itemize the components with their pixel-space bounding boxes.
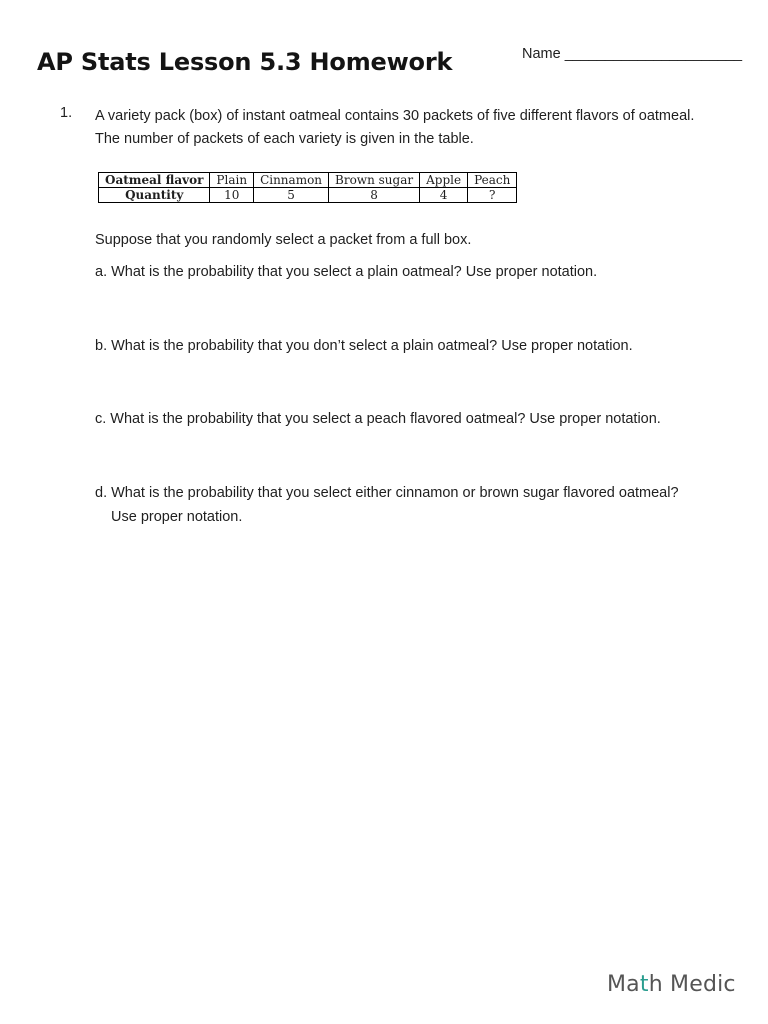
- intro-line-1: A variety pack (box) of instant oatmeal contains 30 packets of five different flavors of oatmeal.: [95, 108, 695, 124]
- intro-line-2: The number of packets of each variety is given in the table.: [95, 131, 474, 147]
- row-label-flavor: Oatmeal flavor: [99, 173, 210, 188]
- part-b-text: b. What is the probability that you don’t select a plain oatmeal? Use proper notation.: [95, 338, 633, 354]
- quantity-cell: 10: [210, 188, 254, 203]
- flavor-cell: Peach: [468, 173, 517, 188]
- part-b: [95, 334, 633, 358]
- flavor-cell: Brown sugar: [329, 173, 420, 188]
- brand-logo: [607, 972, 736, 997]
- row-label-quantity: Quantity: [99, 188, 210, 203]
- quantity-cell: 5: [254, 188, 329, 203]
- question-number: 1.: [60, 105, 73, 121]
- oatmeal-table: [98, 172, 517, 203]
- brand-text-start: Ma: [607, 972, 640, 997]
- brand-text-accent: t: [639, 972, 649, 997]
- flavor-cell: Cinnamon: [254, 173, 329, 188]
- table-row-flavors: [99, 173, 517, 188]
- question-intro: [95, 105, 745, 151]
- part-a: [95, 260, 597, 284]
- part-c: [95, 407, 661, 431]
- question-prompt: Suppose that you randomly select a packet from a full box.: [95, 232, 472, 248]
- page-title: AP Stats Lesson 5.3 Homework: [37, 48, 453, 76]
- part-c-text: c. What is the probability that you select a peach flavored oatmeal? Use proper notation.: [95, 411, 661, 427]
- name-field: Name ______________________: [522, 46, 743, 62]
- part-d-line-2: Use proper notation.: [111, 509, 243, 525]
- part-d-line-1: d. What is the probability that you select either cinnamon or brown sugar flavored oatmeal?: [95, 485, 679, 501]
- brand-text-end: h Medic: [648, 972, 736, 997]
- quantity-cell: 4: [420, 188, 468, 203]
- flavor-cell: Plain: [210, 173, 254, 188]
- flavor-cell: Apple: [420, 173, 468, 188]
- table-row-quantity: [99, 188, 517, 203]
- quantity-cell: 8: [329, 188, 420, 203]
- part-a-text: a. What is the probability that you select a plain oatmeal? Use proper notation.: [95, 264, 598, 280]
- quantity-cell: ?: [468, 188, 517, 203]
- part-d: [95, 481, 679, 529]
